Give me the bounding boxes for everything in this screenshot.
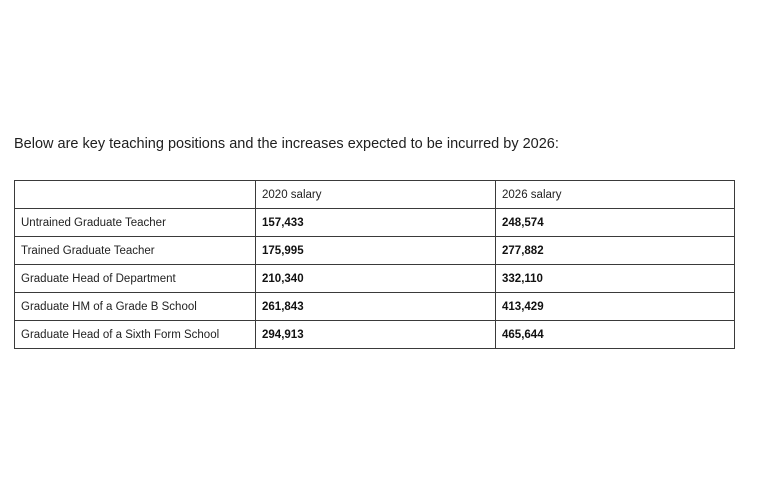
position-cell: Untrained Graduate Teacher <box>15 209 256 237</box>
salary-2020-cell: 294,913 <box>256 321 496 349</box>
table-row <box>15 237 735 265</box>
salary-table <box>14 180 735 349</box>
position-cell: Graduate Head of a Sixth Form School <box>15 321 256 349</box>
header-2020-salary: 2020 salary <box>256 181 496 209</box>
table-row <box>15 265 735 293</box>
table-row <box>15 293 735 321</box>
table-header-row <box>15 181 735 209</box>
intro-text: Below are key teaching positions and the increases expected to be incurred by 2026: <box>14 136 559 152</box>
salary-2026-cell: 248,574 <box>496 209 735 237</box>
salary-2020-cell: 210,340 <box>256 265 496 293</box>
salary-2026-cell: 465,644 <box>496 321 735 349</box>
salary-2020-cell: 157,433 <box>256 209 496 237</box>
position-cell: Graduate Head of Department <box>15 265 256 293</box>
table-row <box>15 321 735 349</box>
salary-2020-cell: 261,843 <box>256 293 496 321</box>
header-position <box>15 181 256 209</box>
salary-2026-cell: 277,882 <box>496 237 735 265</box>
table-row <box>15 209 735 237</box>
salary-2020-cell: 175,995 <box>256 237 496 265</box>
header-2026-salary: 2026 salary <box>496 181 735 209</box>
salary-2026-cell: 413,429 <box>496 293 735 321</box>
position-cell: Trained Graduate Teacher <box>15 237 256 265</box>
position-cell: Graduate HM of a Grade B School <box>15 293 256 321</box>
salary-2026-cell: 332,110 <box>496 265 735 293</box>
